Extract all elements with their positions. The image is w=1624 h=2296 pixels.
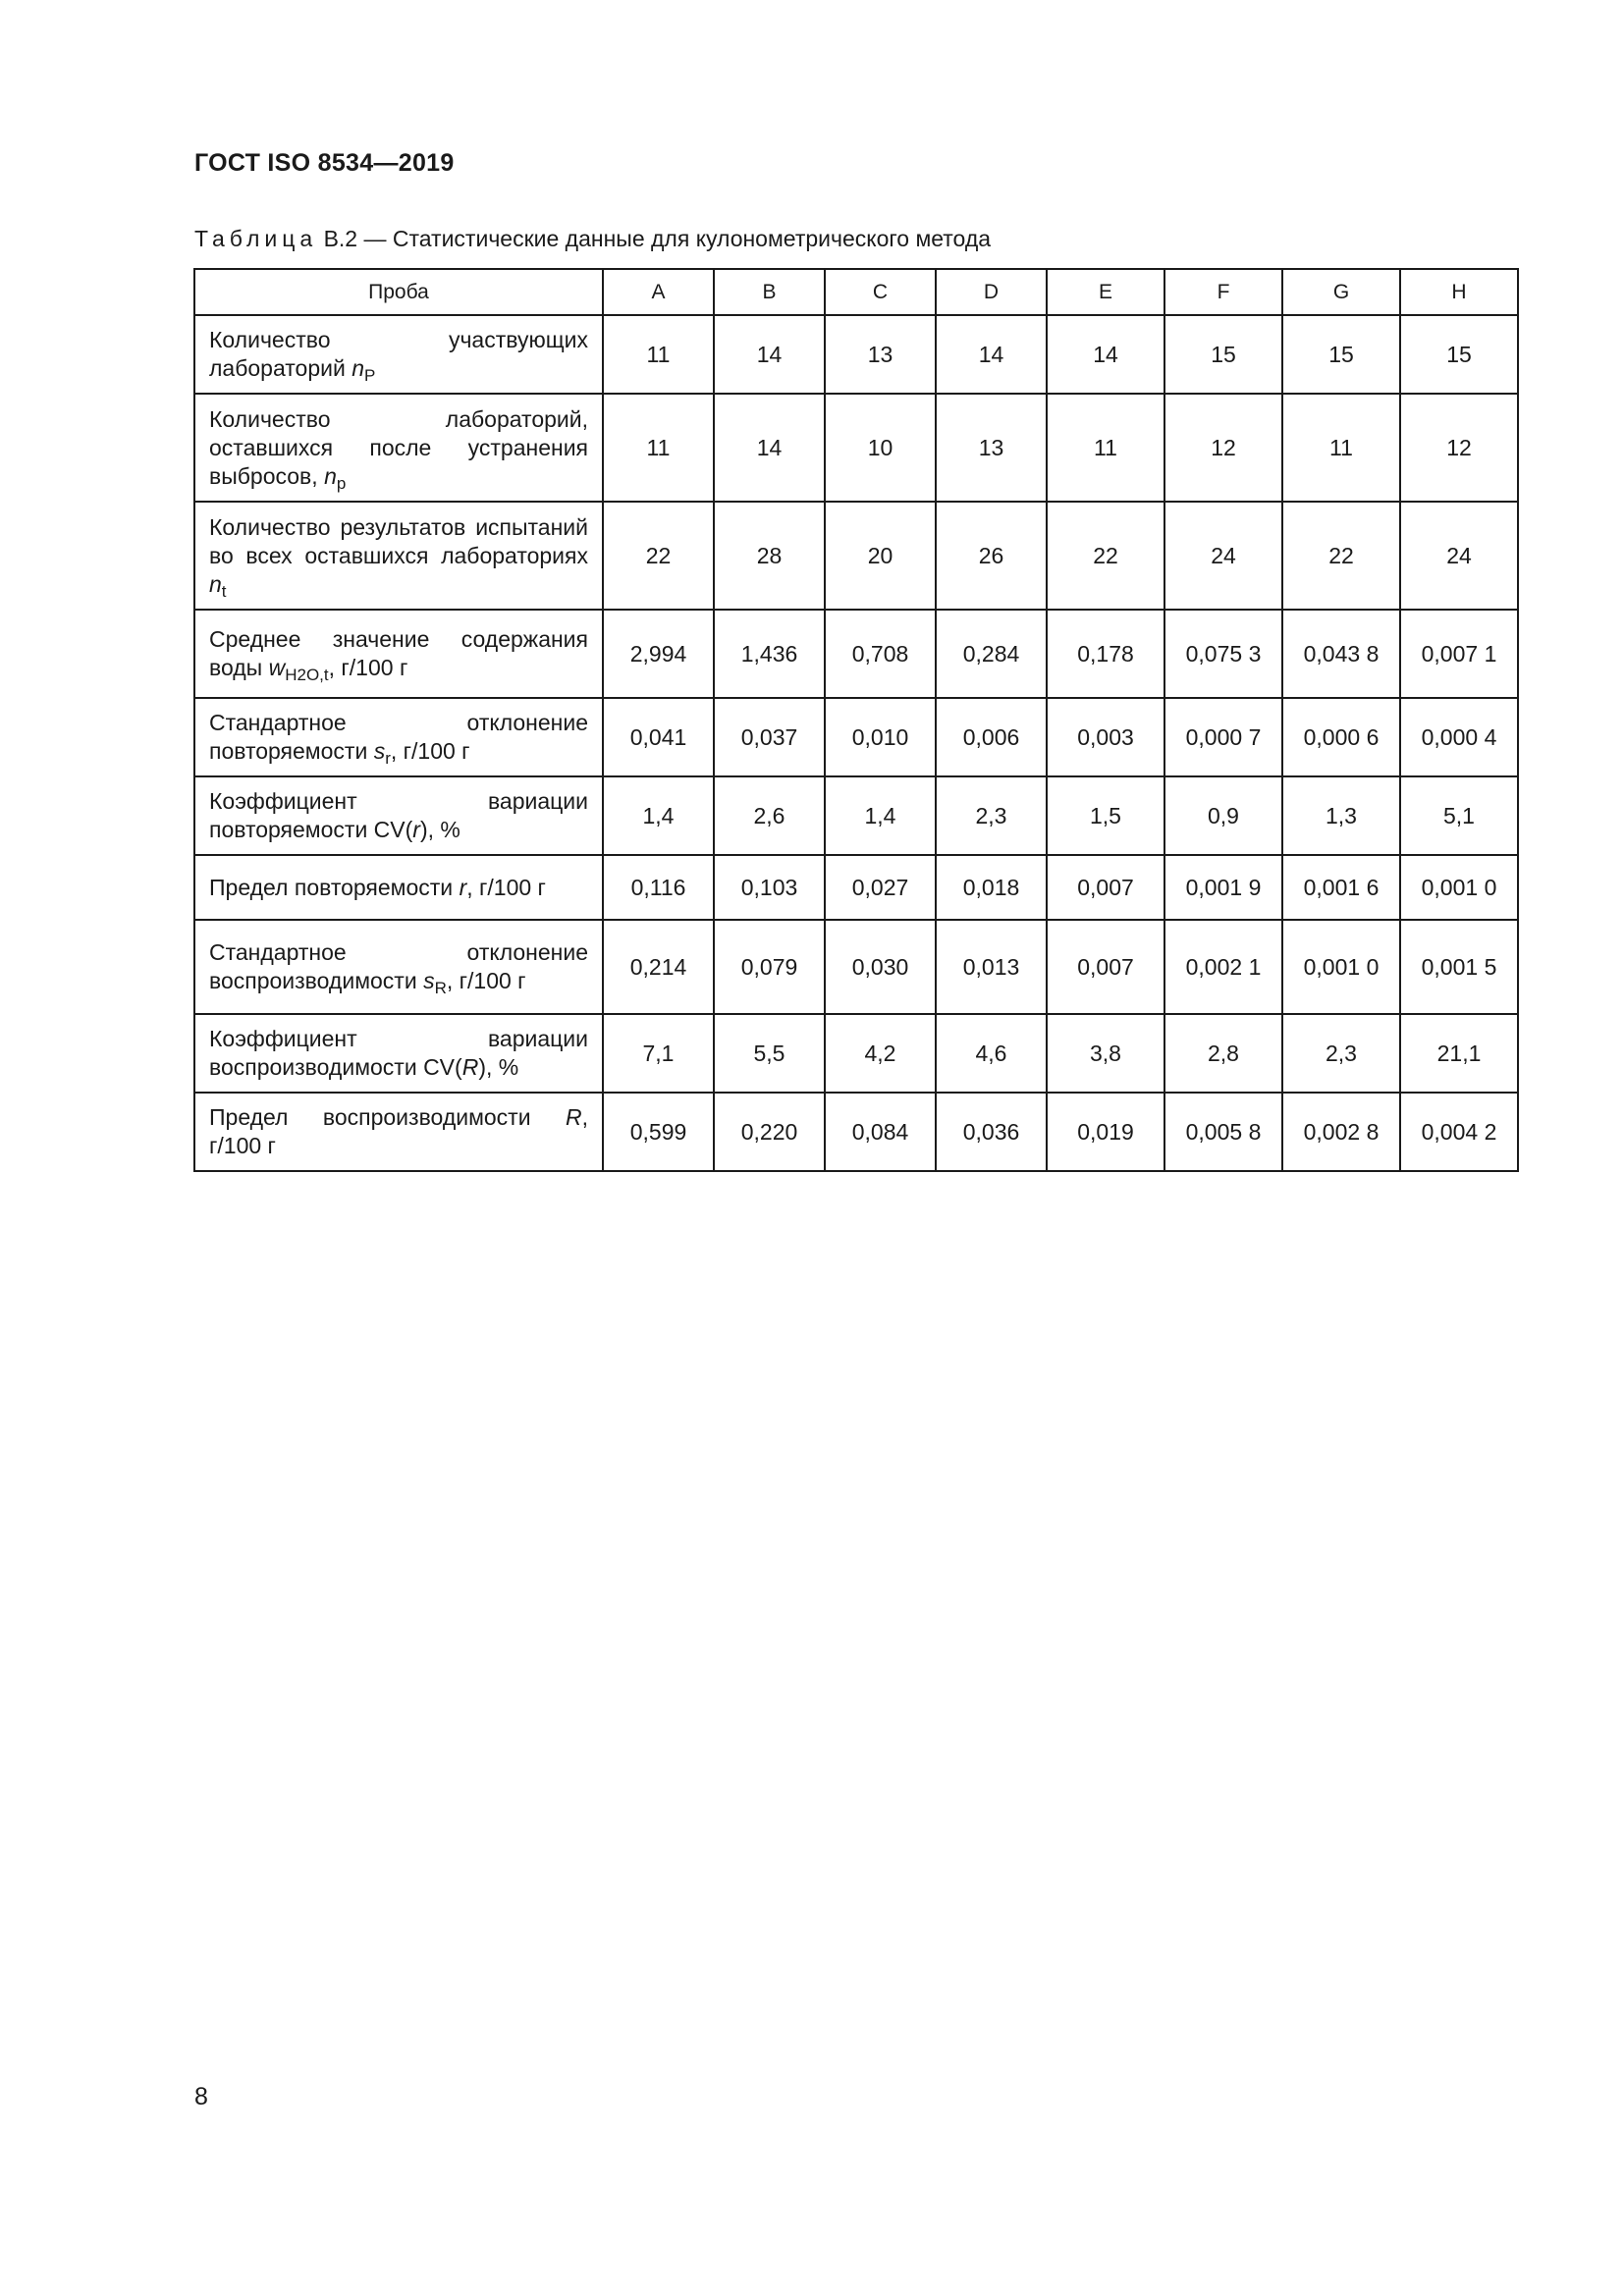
table-cell: 0,075 3	[1164, 610, 1282, 698]
table-cell: 22	[1282, 502, 1400, 610]
table-cell: 14	[714, 315, 825, 394]
table-cell: 0,018	[936, 855, 1047, 920]
table-cell: 13	[825, 315, 936, 394]
table-cell: 0,079	[714, 920, 825, 1014]
table-cell: 0,019	[1047, 1093, 1164, 1171]
table-cell: 0,007	[1047, 855, 1164, 920]
row-label-subscript: H2O,t	[285, 666, 329, 684]
table-header-row	[194, 269, 1518, 315]
row-label-symbol: n	[324, 462, 337, 489]
table-row	[194, 776, 1518, 855]
caption-label: Таблица	[194, 226, 318, 251]
table-row	[194, 1093, 1518, 1171]
table-cell: 15	[1400, 315, 1518, 394]
row-label	[194, 502, 603, 610]
page-number: 8	[194, 2083, 208, 2110]
table-cell: 0,220	[714, 1093, 825, 1171]
table-cell: 2,3	[936, 776, 1047, 855]
row-label	[194, 610, 603, 698]
table-cell: 0,001 5	[1400, 920, 1518, 1014]
header-cell: H	[1400, 269, 1518, 315]
row-label-text: Предел повторяемости	[209, 874, 460, 900]
table-cell: 2,6	[714, 776, 825, 855]
row-label	[194, 1014, 603, 1093]
header-cell: F	[1164, 269, 1282, 315]
table-cell: 20	[825, 502, 936, 610]
row-label-symbol: s	[423, 968, 435, 993]
table-cell: 5,1	[1400, 776, 1518, 855]
table-row	[194, 502, 1518, 610]
table-row	[194, 610, 1518, 698]
table-cell: 0,116	[603, 855, 714, 920]
row-label-subscript: R	[434, 979, 447, 997]
table-cell: 0,000 4	[1400, 698, 1518, 776]
row-label-symbol: w	[268, 655, 286, 680]
table-cell: 7,1	[603, 1014, 714, 1093]
table-cell: 0,013	[936, 920, 1047, 1014]
table-cell: 13	[936, 394, 1047, 502]
row-label-symbol: r	[459, 874, 467, 900]
row-label-suffix: , г/100 г	[328, 655, 408, 680]
table-cell: 11	[603, 394, 714, 502]
table-cell: 11	[1047, 394, 1164, 502]
table-cell: 24	[1164, 502, 1282, 610]
table-cell: 0,002 1	[1164, 920, 1282, 1014]
row-label	[194, 776, 603, 855]
row-label-symbol: r	[412, 817, 420, 842]
table-cell: 0,103	[714, 855, 825, 920]
row-label-text: Стандартное отклонение повторяемости	[209, 710, 588, 764]
table-cell: 0,001 0	[1400, 855, 1518, 920]
row-label-suffix: ), %	[419, 817, 460, 842]
table-cell: 1,3	[1282, 776, 1400, 855]
table-cell: 12	[1164, 394, 1282, 502]
header-cell-sample: Проба	[194, 269, 603, 315]
table-cell: 2,3	[1282, 1014, 1400, 1093]
header-cell: C	[825, 269, 936, 315]
table-cell: 15	[1164, 315, 1282, 394]
row-label-text: Коэффициент вариации повторяемости CV(	[209, 788, 588, 842]
table-cell: 0,9	[1164, 776, 1282, 855]
table-cell: 11	[1282, 394, 1400, 502]
table-cell: 0,006	[936, 698, 1047, 776]
row-label	[194, 394, 603, 502]
row-label-suffix: , г/100 г	[466, 874, 546, 900]
header-cell: B	[714, 269, 825, 315]
table-cell: 0,001 0	[1282, 920, 1400, 1014]
table-cell: 15	[1282, 315, 1400, 394]
row-label-text: Стандартное отклонение воспроизводимости	[209, 939, 588, 993]
row-label-suffix: , г/100 г	[446, 968, 526, 993]
table-cell: 0,003	[1047, 698, 1164, 776]
table-row	[194, 394, 1518, 502]
table-cell: 0,007	[1047, 920, 1164, 1014]
table-cell: 22	[603, 502, 714, 610]
table-cell: 0,708	[825, 610, 936, 698]
table-row	[194, 1014, 1518, 1093]
row-label-subscript: r	[385, 749, 391, 768]
header-cell: E	[1047, 269, 1164, 315]
row-label	[194, 855, 603, 920]
table-cell: 1,436	[714, 610, 825, 698]
table-cell: 0,005 8	[1164, 1093, 1282, 1171]
table-cell: 0,030	[825, 920, 936, 1014]
table-cell: 0,001 9	[1164, 855, 1282, 920]
table-cell: 5,5	[714, 1014, 825, 1093]
document-header: ГОСТ ISO 8534—2019	[194, 149, 455, 177]
row-label-text: Коэффициент вариации воспроизводимости CV(	[209, 1026, 588, 1080]
table-cell: 14	[1047, 315, 1164, 394]
table-cell: 0,037	[714, 698, 825, 776]
row-label	[194, 1093, 603, 1171]
table-cell: 0,027	[825, 855, 936, 920]
table-cell: 21,1	[1400, 1014, 1518, 1093]
table-cell: 0,041	[603, 698, 714, 776]
table-cell: 0,214	[603, 920, 714, 1014]
table-cell: 0,599	[603, 1093, 714, 1171]
header-cell: A	[603, 269, 714, 315]
table-cell: 4,6	[936, 1014, 1047, 1093]
header-cell: G	[1282, 269, 1400, 315]
table-cell: 0,284	[936, 610, 1047, 698]
table-cell: 0,010	[825, 698, 936, 776]
row-label-symbol: R	[565, 1104, 582, 1130]
table-cell: 0,007 1	[1400, 610, 1518, 698]
table-cell: 24	[1400, 502, 1518, 610]
row-label	[194, 920, 603, 1014]
table-cell: 1,4	[825, 776, 936, 855]
table-cell: 0,043 8	[1282, 610, 1400, 698]
table-cell: 2,994	[603, 610, 714, 698]
table-cell: 28	[714, 502, 825, 610]
table-cell: 26	[936, 502, 1047, 610]
row-label-text: Количество результатов испытаний во всех оставшихся лабораториях	[209, 513, 588, 568]
statistics-table	[193, 268, 1519, 1172]
row-label-symbol: n	[209, 570, 222, 597]
caption-text: B.2 — Статистические данные для кулонометрического метода	[323, 226, 992, 251]
row-label-text: Предел воспроизводимости	[209, 1104, 566, 1130]
row-label-text: Количество участвующих лабораторий	[209, 327, 588, 381]
row-label-symbol: n	[352, 355, 364, 381]
row-label	[194, 315, 603, 394]
table-cell: 0,001 6	[1282, 855, 1400, 920]
table-cell: 12	[1400, 394, 1518, 502]
table-cell: 0,178	[1047, 610, 1164, 698]
row-label-subscript: t	[221, 581, 227, 601]
table-cell: 14	[936, 315, 1047, 394]
table-caption	[194, 226, 991, 252]
table-cell: 0,084	[825, 1093, 936, 1171]
table-cell: 0,036	[936, 1093, 1047, 1171]
row-label	[194, 698, 603, 776]
table-cell: 4,2	[825, 1014, 936, 1093]
row-label-symbol: s	[373, 738, 386, 764]
row-label-suffix: , г/100 г	[209, 1104, 588, 1158]
table-cell: 0,002 8	[1282, 1093, 1400, 1171]
table-cell: 0,000 7	[1164, 698, 1282, 776]
row-label-subscript: P	[364, 366, 376, 385]
row-label-symbol: R	[461, 1054, 479, 1080]
table-row	[194, 698, 1518, 776]
row-label-suffix: , г/100 г	[390, 738, 470, 764]
table-cell: 1,5	[1047, 776, 1164, 855]
table-cell: 3,8	[1047, 1014, 1164, 1093]
row-label-text: Количество лабораторий, оставшихся после устранения выбросов,	[209, 405, 588, 489]
table-cell: 14	[714, 394, 825, 502]
row-label-subscript: p	[336, 473, 347, 493]
table-cell: 11	[603, 315, 714, 394]
table-cell: 1,4	[603, 776, 714, 855]
row-label-text: Среднее значение содержания воды	[209, 626, 588, 680]
table-cell: 0,000 6	[1282, 698, 1400, 776]
table-row	[194, 855, 1518, 920]
table-cell: 22	[1047, 502, 1164, 610]
table-row	[194, 920, 1518, 1014]
table-cell: 0,004 2	[1400, 1093, 1518, 1171]
row-label-suffix: ), %	[478, 1054, 519, 1080]
table-row	[194, 315, 1518, 394]
table-cell: 10	[825, 394, 936, 502]
table-cell: 2,8	[1164, 1014, 1282, 1093]
header-cell: D	[936, 269, 1047, 315]
